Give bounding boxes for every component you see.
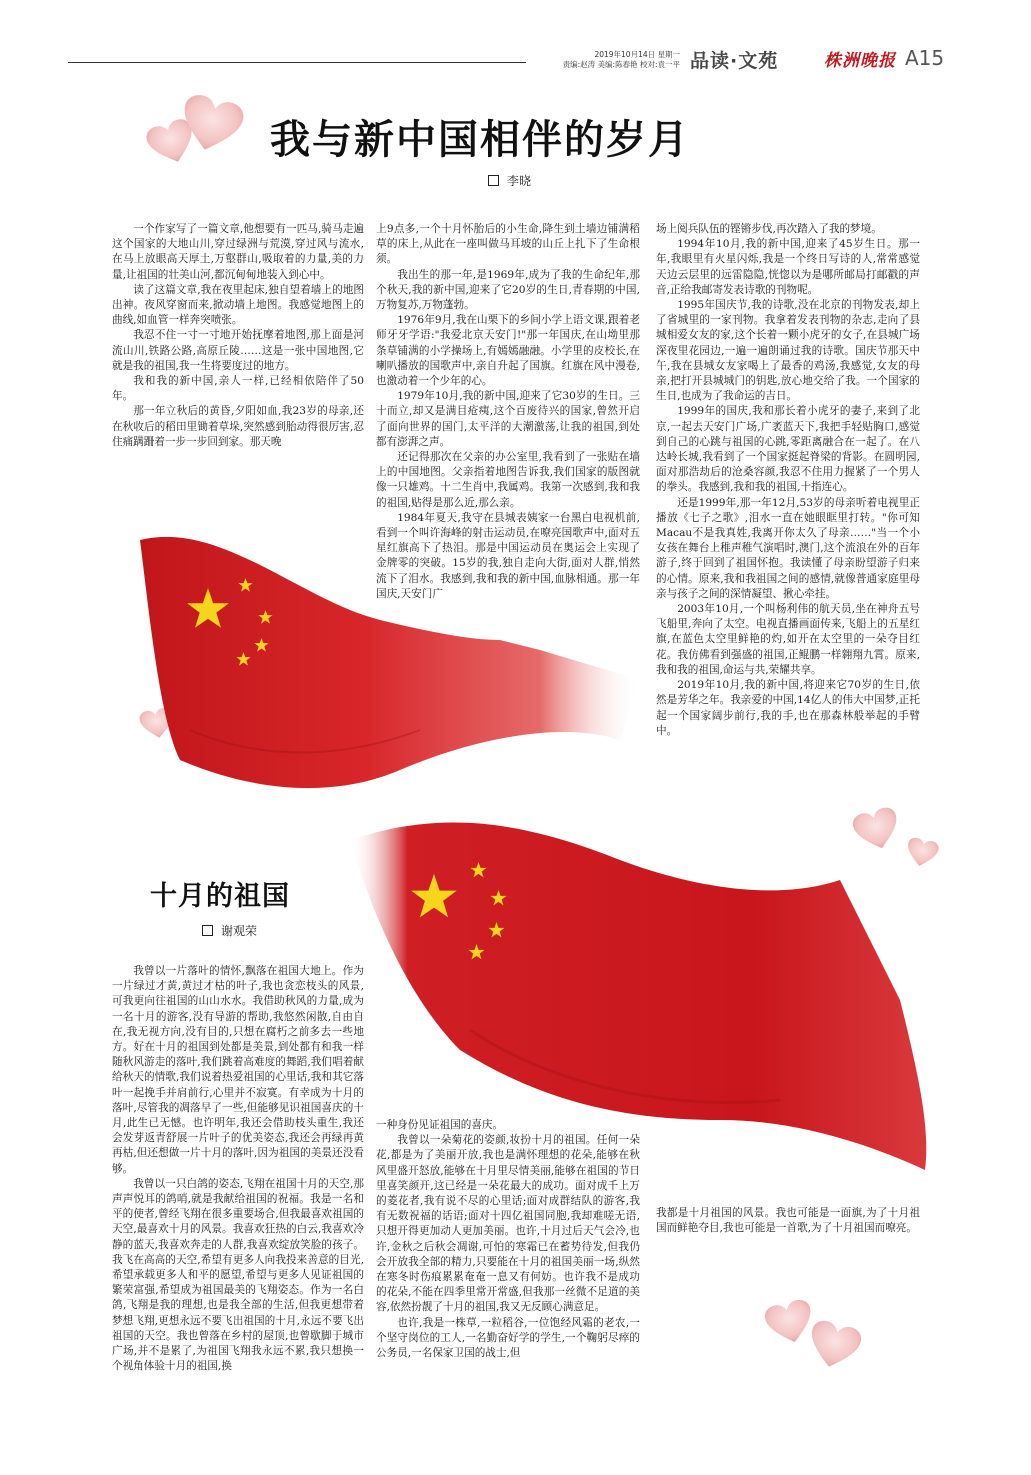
article1-column-3 [656,222,920,739]
paragraph: 还是1999年,那一年12月,53岁的母亲听着电视里正播放《七子之歌》,泪水一直在她眼眶里打转。"你可知Macau不是我真姓,我离开你太久了母亲……"当一个小女孩在舞台上稚声稚气演唱时,澳门,这个流浪在外的百年游子,终于回到了祖国怀抱。我读懂了母亲盼望游子归来的心情。原来,我和我祖国之间的感情,就像普通家庭里母亲与孩子之间的深情凝望、揪心牵挂。 [656,496,920,600]
paragraph: 我忍不住一寸一寸地开始抚摩着地图,那上面是河流山川,铁路公路,高原丘陵……这是一张中国地图,它就是我的祖国,我一生将要度过的地方。 [112,329,364,372]
paragraph: 我曾以一只白鸽的姿态,飞翔在祖国十月的天空,那声声悦耳的鸽哨,就是我献给祖国的祝福。我是一名和平的使者,曾经飞翔在很多重要场合,但我最喜欢祖国的天空,最喜欢十月的风景。我喜欢狂热的白云,我喜欢冷静的蓝天,我喜欢奔走的人群,我喜欢绽放笑脸的孩子。我飞在高高的天空,希望有更多人向我投来善意的目光,希望承载更多人和平的愿望,希望与更多人见证祖国的繁荣富强,希望成为祖国最美的飞翔姿态。作为一名白鸽,飞翔是我的理想,也是我全部的生活,但我更想带着梦想飞翔,更想永远不要飞出祖国的十月,永远不要飞出祖国的天空。我也曾落在乡村的屋顶,也曾歇脚于城市广场,并不是累了,为祖国飞翔我永远不累,我只想换一个视角体验十月的祖国,换 [112,1177,364,1373]
author-name: 李晓 [507,174,532,188]
article2-byline [202,922,257,939]
paragraph: 2003年10月,一个叫杨利伟的航天员,坐在神舟五号飞船里,奔向了太空。电视直播画面传来,飞船上的五星红旗,在蓝色太空里鲜艳的灼,如开在太空里的一朵夺目红花。我仿佛看到强盛的祖国,正鲲鹏一样翱翔九霄。原来,我和我的祖国,命运与共,荣耀共享。 [656,603,920,676]
paragraph: 我出生的那一年,是1969年,成为了我的生命纪年,那个秋天,我的新中国,迎来了它20岁的生日,青春期的中国,万物复苏,万物蓬勃。 [376,268,640,312]
article2-column-3 [656,1206,920,1236]
paragraph: 我曾以一片落叶的情怀,飘落在祖国大地上。作为一片绿过才黄,黄过才枯的叶子,我也贪恋枝头的风景,可我更向往祖国的山山水水。我借助秋风的力量,成为一名十月的游客,没有导游的帮助,我悠然闲散,自由自在,我无视方向,没有目的,只想在腐朽之前多去一些地方。好在十月的祖国到处都是美景,到处都有和我一样随秋风游走的落叶,我们跳着高难度的舞蹈,我们唱着献给秋天的情歌,我们说着热爱祖国的心里话,我和其它落叶一起挽手并肩前行,心里并不寂寞。有幸成为十月的落叶,尽管我的凋落早了一些,但能够见识祖国喜庆的十月,此生已无憾。也许明年,我还会借助枝头重生,我还会发芽返青舒展一片叶子的优美姿态,我还会再绿再黄再枯,但还想做一片十月的落叶,因为祖国的美景还没看够。 [112,965,364,1175]
paragraph: 1984年夏天,我守在县城表姨家一台黑白电视机前,看到一个叫许海峰的射击运动员,在嘹亮国歌声中,面对五星红旗高下了热泪。那是中国运动员在奥运会上实现了金牌零的突破。15岁的我,独自走向大街,面对人群,悄然流下了泪水。我感到,我和我的新中国,血脉相通。那一年国庆,天安门广 [376,511,640,600]
article2-column-1 [112,964,364,1374]
paragraph: 1999年的国庆,我和那长着小虎牙的妻子,来到了北京,一起去天安门广场,广袤蓝天下,我把手轻贴胸口,感觉到自己的心跳与祖国的心跳,零距离融合在一起了。在八达岭长城,我看到了一个国家挺起脊梁的背影。在圆明园,面对那浩劫后的沧桑容颜,我忍不住用力握紧了一个男人的拳头。我感到,我和我的祖国,十指连心。 [656,405,920,494]
paragraph: 2019年10月,我的新中国,将迎来它70岁的生日,依然是芳华之年。我亲爱的中国,14亿人的伟大中国梦,正托起一个国家阔步前行,我的手,也在那森林般举起的手臂中。 [656,679,920,737]
brand-logo: 株洲晚报 [824,51,896,71]
paragraph: 1994年10月,我的新中国,迎来了45岁生日。那一年,我眼里有火星闪烁,我是一个终日写诗的人,常常感觉天边云层里的远雷隐隐,恍惚以为是哪所邮局打邮戳的声音,正给我邮寄发表诗歌的刊物呢。 [656,238,920,296]
paragraph: 也许,我是一株草,一粒稻谷,一位饱经风霜的老农,一个坚守岗位的工人,一名勤奋好学的学生,一个鞠躬尽瘁的公务员,一名保家卫国的战士,但 [376,1316,640,1360]
paragraph: 场上阅兵队伍的铿锵步伐,再次踏入了我的梦境。 [656,223,882,235]
paragraph: 那一年立秋后的黄昏,夕阳如血,我23岁的母亲,还在秋收后的稻田里锄着草垛,突然感到胎动得很厉害,忍住痛蹒跚着一步一步回到家。那天晚 [112,405,364,448]
paragraph: 还记得那次在父亲的办公室里,我看到了一张贴在墙上的中国地图。父亲指着地图告诉我,我们国家的版图就像一只雄鸡。十二生肖中,我属鸡。我第一次感到,我和我的祖国,贴得是那么近,那么亲。 [376,451,640,509]
paragraph: 一种身份见证祖国的喜庆。 [376,1119,504,1131]
article2-title: 十月的祖国 [150,881,290,912]
byline-box-icon [202,925,213,936]
paragraph: 一个作家写了一篇文章,他想要有一匹马,骑马走遍这个国家的大地山川,穿过绿洲与荒漠,穿过风与流水,在马上放眼高天厚土,万壑群山,吸取着的力量,美的力量,让祖国的壮美山河,都沉甸甸地装入到心中。 [112,223,364,281]
paragraph: 上9点多,一个十月怀胎后的小生命,降生到土墙边铺满稻草的床上,从此在一座叫做马耳坡的山丘上扎下了生命根须。 [376,223,640,266]
editors-line: 责编:赵涛 美编:陈春艳 校对:袁一平 [562,60,680,69]
paragraph: 1995年国庆节,我的诗歌,没在北京的刊物发表,却上了省城里的一家刊物。我拿着发表刊物的杂志,走向了县城相爱女友的家,这个长着一颗小虎牙的女子,在县城广场深夜里花园边,一遍一遍朗诵过我的诗歌。国庆节那天中午,我在县城女友家喝上了最香的鸡汤,我感觉,女友的母亲,把打开县城城门的钥匙,放心地交给了我。一个国家的生日,也成为了我命运的吉日。 [656,299,920,403]
article1-column-1 [112,222,364,450]
article-byline [488,172,531,189]
paragraph: 1979年10月,我的新中国,迎来了它30岁的生日。三十而立,却又是满目疮痍,这个百废待兴的国家,曾然开启了面向世界的国门,太平洋的大潮激荡,让我的祖国,到处都有澎湃之声。 [376,390,640,448]
article-title: 我与新中国相伴的岁月 [270,117,690,163]
paragraph: 读了这篇文章,我在夜里起床,独自望着墙上的地图出神。夜风穿窗而来,掀动墙上地图。我感觉地图上的曲线,如血管一样奔突喷张。 [112,283,364,327]
byline-box-icon [488,175,499,186]
paragraph: 我和我的新中国,亲人一样,已经相依陪伴了50年。 [112,375,364,403]
page-number: A15 [905,46,945,70]
article1-column-2 [376,222,640,602]
article2-column-2 [376,1118,640,1361]
author-name: 谢观荣 [221,924,258,938]
paragraph: 1976年9月,我在山栗下的乡间小学上语文课,跟着老师牙牙学语:"我爱北京天安门!"那一年国庆,在山坳里那条草铺满的小学操场上,有嫣嫣融融。小学里的皮校长,在喇叭播放的国歌声中,亲自升起了国旗。红旗在风中漫卷,也激动着一个少年的心。 [376,314,640,388]
paragraph: 我都是十月祖国的风景。我也可能是一面旗,为了十月祖国而鲜艳夺目,我也可能是一首歌,为了十月祖国而嘹亮。 [656,1207,920,1235]
paragraph: 我曾以一朵菊花的姿颜,妆扮十月的祖国。任何一朵花,都是为了美丽开放,我也是满怀理想的花朵,能够在秋风里盛开怒放,能够在十月里尽情美丽,能够在祖国的节日里喜笑颜开,这已经是一朵花最大的成功。面对成千上万的菱花者,我有说不尽的心里话;面对成群结队的游客,我有无数祝福的话语;面对十四亿祖国同胞,我却难嗟无语,只想开得更加动人更加美丽。也许,十月过后天气会冷,也许,金秋之后秋会凋谢,可怕的寒霜已在蓄势待发,但我仍会开放我全部的精力,只要能在十月的祖国美丽一场,纵然在寒冬时伤痕累累奄奄一息又有何妨。也许我不是成功的花朵,不能在四季里常开常盛,但我那一丝微不足道的美容,依然扮靓了十月的祖国,我又无反顾心满意足。 [376,1134,640,1314]
section-name: 品读·文苑 [690,50,779,72]
date-line: 2019年10月14日 星期一 [594,50,680,59]
